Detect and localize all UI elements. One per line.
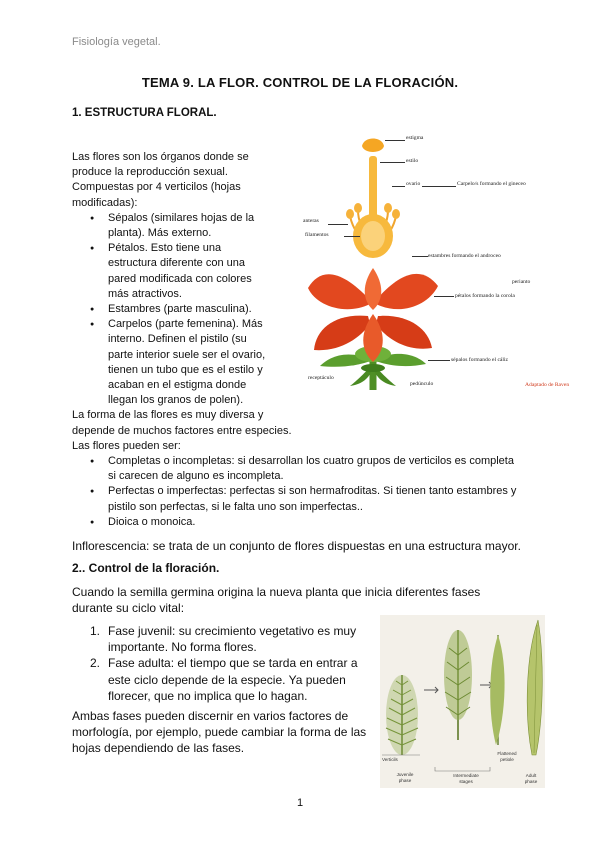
leaf-phases-illustration xyxy=(380,615,545,788)
page-number: 1 xyxy=(296,797,304,809)
flower-diagram xyxy=(300,128,580,393)
flower-illustration xyxy=(300,128,580,393)
intro-line: Compuestas por 4 verticilos (hojas xyxy=(72,181,241,194)
label-receptaculo: receptáculo xyxy=(308,375,334,381)
label-estambres: estambres formando el androceo xyxy=(428,253,501,259)
page-header: Fisiología vegetal. xyxy=(72,36,161,48)
diversity-line: Las flores pueden ser: xyxy=(72,439,181,452)
label-perianto: perianto xyxy=(512,279,531,285)
phases-list xyxy=(90,623,375,704)
list-item: 1. Fase juvenil: su crecimiento vegetativo es muy importante. No forma flores. xyxy=(90,624,357,655)
label-sepalos: sépalos formando el cáliz xyxy=(451,357,509,363)
label-intermediate-stages: Intermediate stages xyxy=(453,773,479,784)
phases-block xyxy=(90,623,375,704)
label-flattened-petiole: Flattened petiole xyxy=(497,751,517,762)
leaf-phases-figure xyxy=(380,615,545,788)
flower-types-list xyxy=(90,454,540,530)
section-2-intro: Cuando la semilla germina origina la nueva planta que inicia diferentes fases durante su ciclo vital: xyxy=(72,585,481,616)
section-2-heading: 2.. Control de la floración. xyxy=(72,561,220,575)
label-ovario: ovario xyxy=(406,181,421,187)
label-verticils: Verticils xyxy=(382,757,398,762)
list-item: ● Estambres (parte masculina). xyxy=(90,302,282,317)
verticilos-list xyxy=(90,211,282,409)
label-pedunculo: pedúnculo xyxy=(410,381,434,387)
section-1-heading: 1. ESTRUCTURA FLORAL. xyxy=(72,107,217,119)
list-item: ● Perfectas o imperfectas: perfectas si son hermafroditas. Si tienen tanto estambres y pistilo son perfectas, si le falta uno son imperfectas.. xyxy=(90,484,540,514)
label-filamentos: filamentos xyxy=(305,232,329,238)
label-carpelo: Carpelo/s formando el gineceo xyxy=(457,181,526,187)
intro-line: modificadas): xyxy=(72,196,138,209)
list-item: ● Carpelos (parte femenina). Más interno. Definen el pistilo (su parte interior suele ser el ovario, tienen un tubo que es el estilo y acaban en el estigma donde llegan los granos de polen). xyxy=(90,317,282,408)
list-item: 2. Fase adulta: el tiempo que se tarda en entrar a este ciclo depende de la especie. Ya pueden florecer, que no implica que lo hagan. xyxy=(90,656,358,703)
diversity-line: La forma de las flores es muy diversa y xyxy=(72,409,264,422)
label-juvenile-phase: Juvenile phase xyxy=(396,772,414,783)
label-anteras: anteras xyxy=(303,218,319,224)
list-item: ● Completas o incompletas: si desarrollan los cuatro grupos de verticilos es completa si carecen de alguno es incompleta. xyxy=(90,454,540,484)
label-adult-phase: Adult phase xyxy=(524,773,538,784)
label-estigma: estigma xyxy=(406,135,424,141)
label-estilo: estilo xyxy=(406,158,419,164)
section-2-closing: Ambas fases pueden discernir en varios factores de morfología, por ejemplo, puede cambiar la forma de las hojas dependiendo de las fases. xyxy=(72,709,367,756)
list-item: ● Sépalos (similares hojas de la planta). Más externo. xyxy=(90,211,282,241)
list-item: ● Pétalos. Esto tiene una estructura diferente con una pared modificada con colores más atractivos. xyxy=(90,241,282,302)
intro-line: produce la reproducción sexual. xyxy=(72,166,228,179)
intro-line: Las flores son los órganos donde se xyxy=(72,151,249,163)
document-title: TEMA 9. LA FLOR. CONTROL DE LA FLORACIÓN. xyxy=(141,75,459,90)
inflorescence-text: Inflorescencia: se trata de un conjunto de flores dispuestas en una estructura mayor. xyxy=(72,539,521,553)
diversity-line: depende de muchos factores entre especies. xyxy=(72,424,292,437)
figure-credit: Adaptado de Raven xyxy=(525,382,570,388)
list-item: ● Dioica o monoica. xyxy=(90,515,540,530)
label-petalos: pétalos formando la corola xyxy=(455,293,515,299)
